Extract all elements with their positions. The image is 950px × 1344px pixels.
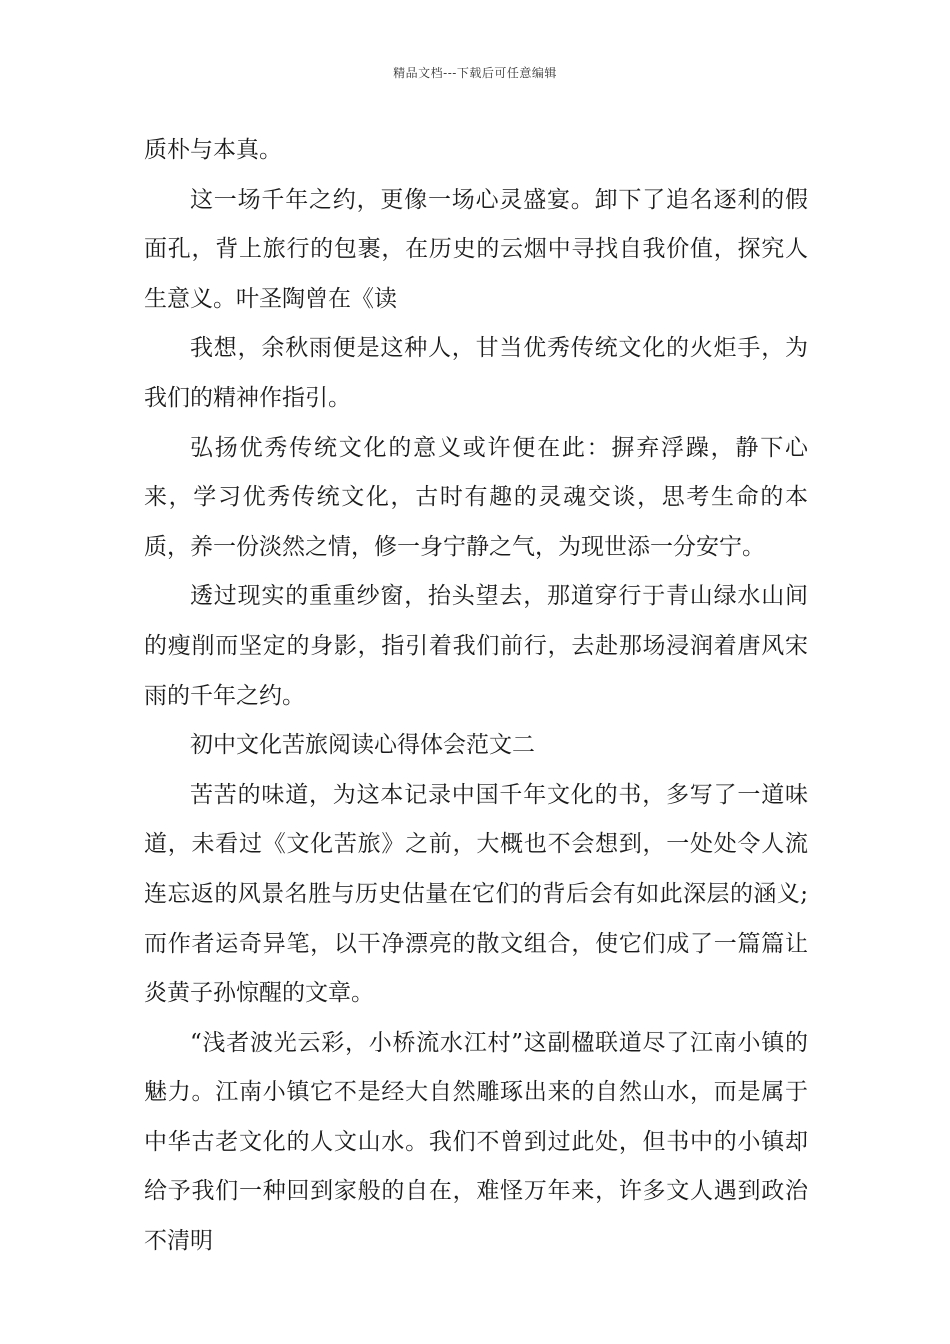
paragraph: 苦苦的味道，为这本记录中国千年文化的书，多写了一道味道，未看过《文化苦旅》之前，大概也不会想到，一处处令人流连忘返的风景名胜与历史估量在它们的背后会有如此深层的涵义;而作者运奇异笔，以干净漂亮的散文组合，使它们成了一篇篇让炎黄子孙惊醒的文章。 <box>144 781 808 1007</box>
paragraph: 这一场千年之约，更像一场心灵盛宴。卸下了追名逐利的假面孔，背上旅行的包裹，在历史的云烟中寻找自我价值，探究人生意义。叶圣陶曾在《读 <box>144 186 808 312</box>
section-heading: 初中文化苦旅阅读心得体会范文二 <box>190 732 535 759</box>
paragraph: 质朴与本真。 <box>144 137 282 163</box>
paragraph: 弘扬优秀传统文化的意义或许便在此：摒弃浮躁，静下心来，学习优秀传统文化，古时有趣的灵魂交谈，思考生命的本质，养一份淡然之情，修一身宁静之气，为现世添一分安宁。 <box>144 434 808 560</box>
page-header: 精品文档---下载后可任意编辑 <box>393 66 557 80</box>
paragraph: 我想，余秋雨便是这种人，甘当优秀传统文化的火炬手，为我们的精神作指引。 <box>144 335 808 411</box>
paragraph: “浅者波光云彩，小桥流水江村”这副楹联道尽了江南小镇的魅力。江南小镇它不是经大自然雕琢出来的自然山水，而是属于中华古老文化的人文山水。我们不曾到过此处，但书中的小镇却给予我们一种回到家般的自在，难怪万年来，许多文人遇到政治不清明 <box>144 1029 808 1255</box>
paragraph: 透过现实的重重纱窗，抬头望去，那道穿行于青山绿水山间的瘦削而坚定的身影，指引着我们前行，去赴那场浸润着唐风宋雨的千年之约。 <box>144 583 808 709</box>
document-body <box>144 126 808 1267</box>
